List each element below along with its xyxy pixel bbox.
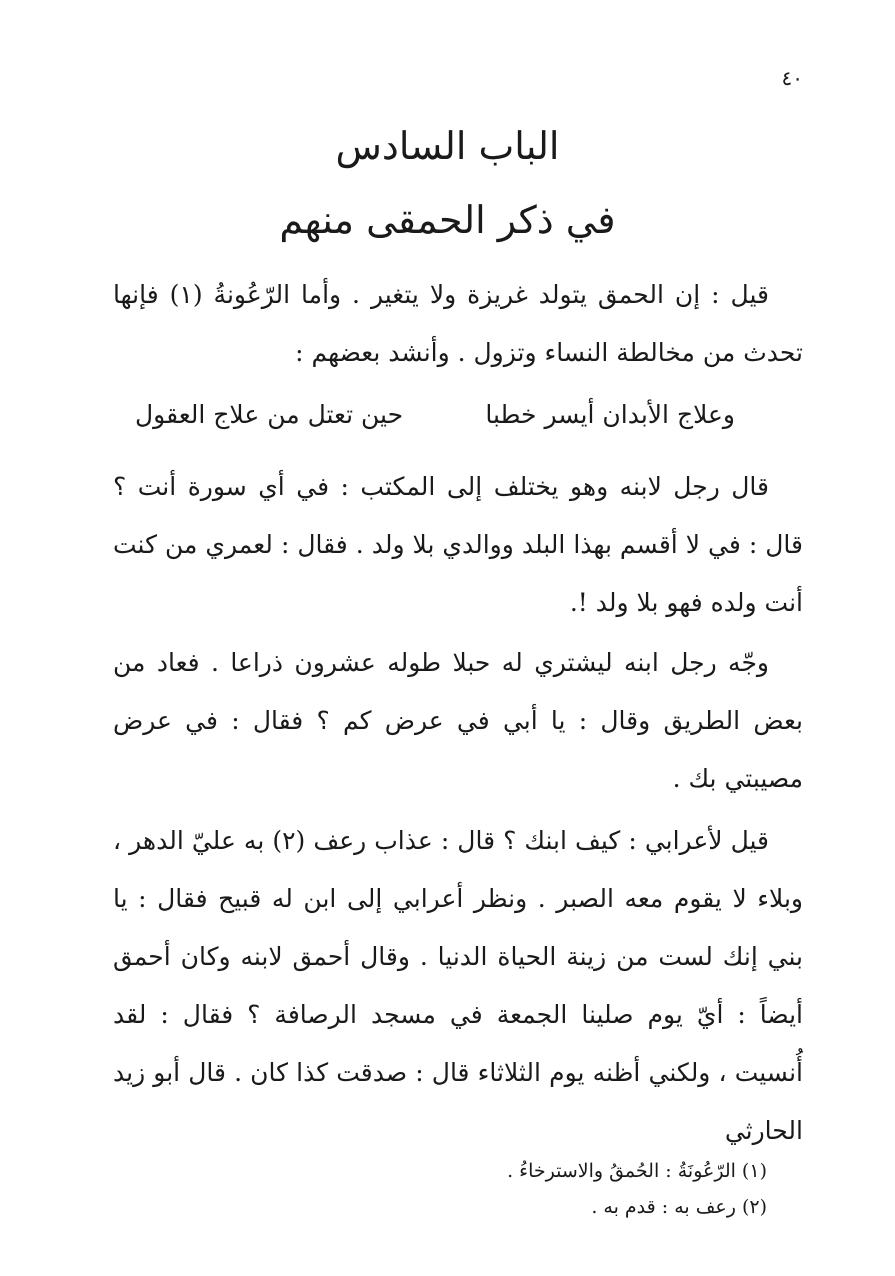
paragraph-text: قيل لأعرابي : كيف ابنك ؟ قال : عذاب رعف (٢) به عليّ الدهر ، وبلاء لا يقوم معه الصبر . ونظر أعرابي إلى ابن له قبيح فقال : يا بني إنك لست من زينة الحياة الدنيا . وقال أحمق لابنه وكان أحمق أيضاً : أيّ يوم صلينا الجمعة في مسجد الرصافة ؟ فقال : لقد أُنسيت ، ولكني أظنه يوم الثلاثاء قال : صدقت كذا كان . قال أبو زيد الحارثي: [113, 826, 803, 1145]
paragraph-4: [113, 812, 803, 1160]
chapter-title: الباب السادس: [335, 124, 560, 168]
footnotes: [167, 1153, 767, 1225]
paragraph-text: قيل : إن الحمق يتولد غريزة ولا يتغير . وأما الرّعُونةُ (١) فإنها تحدث من مخالطة النساء وتزول . وأنشد بعضهم :: [113, 280, 803, 367]
paragraph-text: قال رجل لابنه وهو يختلف إلى المكتب : في أي سورة أنت ؟ قال : في لا أقسم بهذا البلد ووالدي بلا ولد . فقال : لعمري من كنت أنت ولده فهو بلا ولد !.: [113, 472, 803, 617]
verse-second-hemistich: حين تعتل من علاج العقول: [135, 400, 404, 429]
poem-verse: [135, 387, 735, 443]
verse-first-hemistich: وعلاج الأبدان أيسر خطبا: [485, 400, 735, 429]
chapter-subtitle: في ذكر الحمقى منهم: [279, 198, 616, 242]
paragraph-2: [113, 458, 803, 632]
page-number: ٤٠: [781, 66, 803, 90]
footnote-2: (٢) رعف به : قدم به .: [591, 1196, 767, 1218]
footnote-1: (١) الرّعُونَةُ : الحُمقُ والاسترخاءُ .: [507, 1160, 767, 1182]
paragraph-1: [113, 266, 803, 382]
paragraph-text: وجّه رجل ابنه ليشتري له حبلا طوله عشرون ذراعا . فعاد من بعض الطريق وقال : يا أبي في عرض كم ؟ فقال : في عرض مصيبتي بك .: [113, 648, 803, 793]
paragraph-3: [113, 634, 803, 808]
